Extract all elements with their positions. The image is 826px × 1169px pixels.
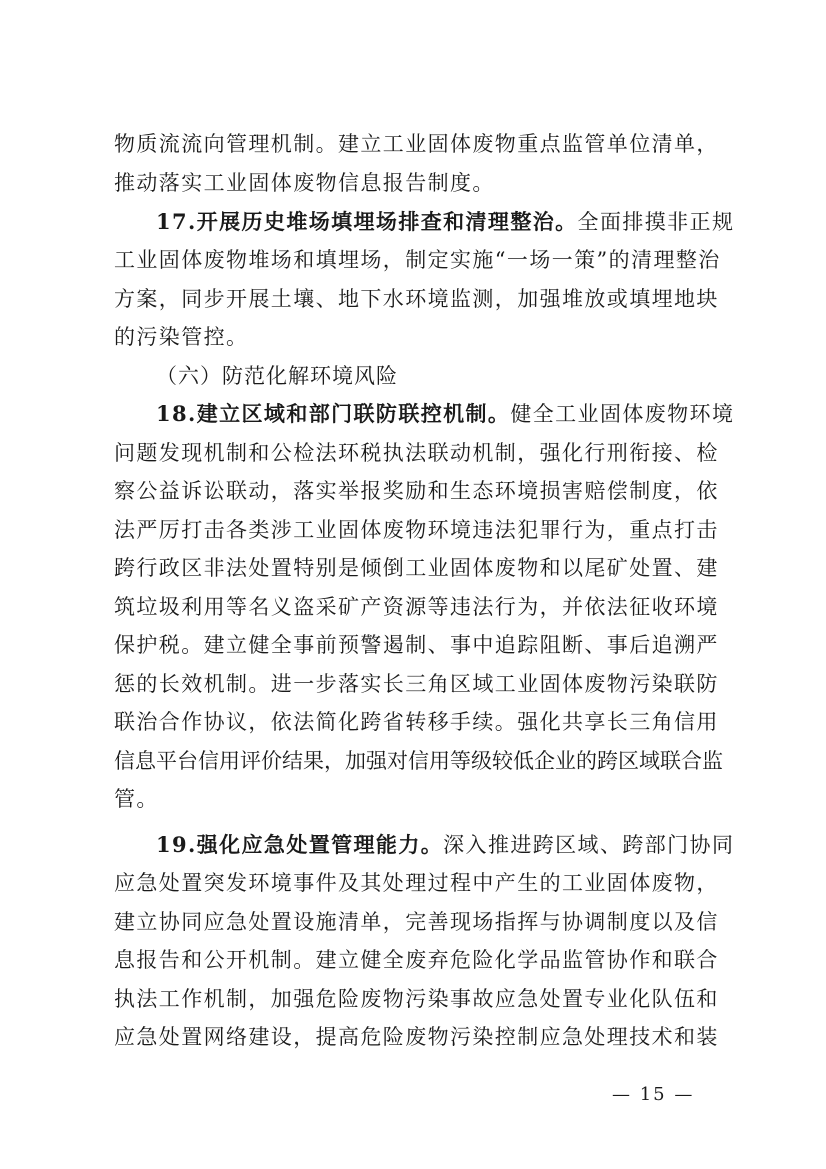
section-18-heading-line: 18.建立区域和部门联防联控机制。健全工业固体废物环境 — [156, 401, 735, 426]
text-line: 应急处置网络建设，提高危险废物污染控制应急处理技术和装 — [114, 1025, 719, 1049]
page-number: — 15 — — [612, 1084, 695, 1105]
text-line: 察公益诉讼联动，落实举报奖励和生态环境损害赔偿制度，依 — [114, 479, 719, 503]
text-line: 的污染管控。 — [114, 325, 249, 349]
section-19-heading-line: 19.强化应急处置管理能力。深入推进跨区域、跨部门协同 — [156, 832, 735, 857]
section-18-title: 18.建立区域和部门联防联控机制。 — [156, 401, 511, 426]
text-line: 工业固体废物堆场和填埋场，制定实施“一场一策”的清理整治 — [114, 248, 721, 272]
subsection-heading: （六）防范化解环境风险 — [156, 364, 398, 388]
text-line: 息报告和公开机制。建立健全废弃危险化学品监管协作和联合 — [114, 948, 719, 972]
text-line: 保护税。建立健全事前预警遏制、事中追踪阻断、事后追溯严 — [114, 633, 719, 657]
text-line: 推动落实工业固体废物信息报告制度。 — [114, 171, 495, 195]
text-line: 问题发现机制和公检法环税执法联动机制，强化行刑衔接、检 — [114, 441, 719, 465]
section-17-title: 17.开展历史堆场填埋场排查和清理整治。 — [156, 209, 578, 234]
section-17-heading-line: 17.开展历史堆场填埋场排查和清理整治。全面排摸非正规 — [156, 209, 735, 234]
text-line: 物质流流向管理机制。建立工业固体废物重点监管单位清单， — [114, 132, 719, 156]
text-line: 法严厉打击各类涉工业固体废物环境违法犯罪行为，重点打击 — [114, 518, 719, 542]
text-line: 应急处置突发环境事件及其处理过程中产生的工业固体废物， — [114, 871, 719, 895]
text-line: 方案，同步开展土壤、地下水环境监测，加强堆放或填埋地块 — [114, 287, 719, 311]
text-line: 管。 — [114, 787, 159, 811]
text-line: 信息平台信用评价结果，加强对信用等级较低企业的跨区域联合监 — [114, 749, 723, 773]
text-line: 联治合作协议，依法简化跨省转移手续。强化共享长三角信用 — [114, 710, 719, 734]
text-line: 惩的长效机制。进一步落实长三角区域工业固体废物污染联防 — [114, 672, 719, 696]
text-line: 建立协同应急处置设施清单，完善现场指挥与协调制度以及信 — [114, 910, 719, 934]
text-line: 筑垃圾利用等名义盗采矿产资源等违法行为，并依法征收环境 — [114, 595, 719, 619]
section-19-title: 19.强化应急处置管理能力。 — [156, 832, 444, 857]
text-line: 执法工作机制，加强危险废物污染事故应急处置专业化队伍和 — [114, 987, 719, 1011]
text-line: 跨行政区非法处置特别是倾倒工业固体废物和以尾矿处置、建 — [114, 556, 719, 580]
